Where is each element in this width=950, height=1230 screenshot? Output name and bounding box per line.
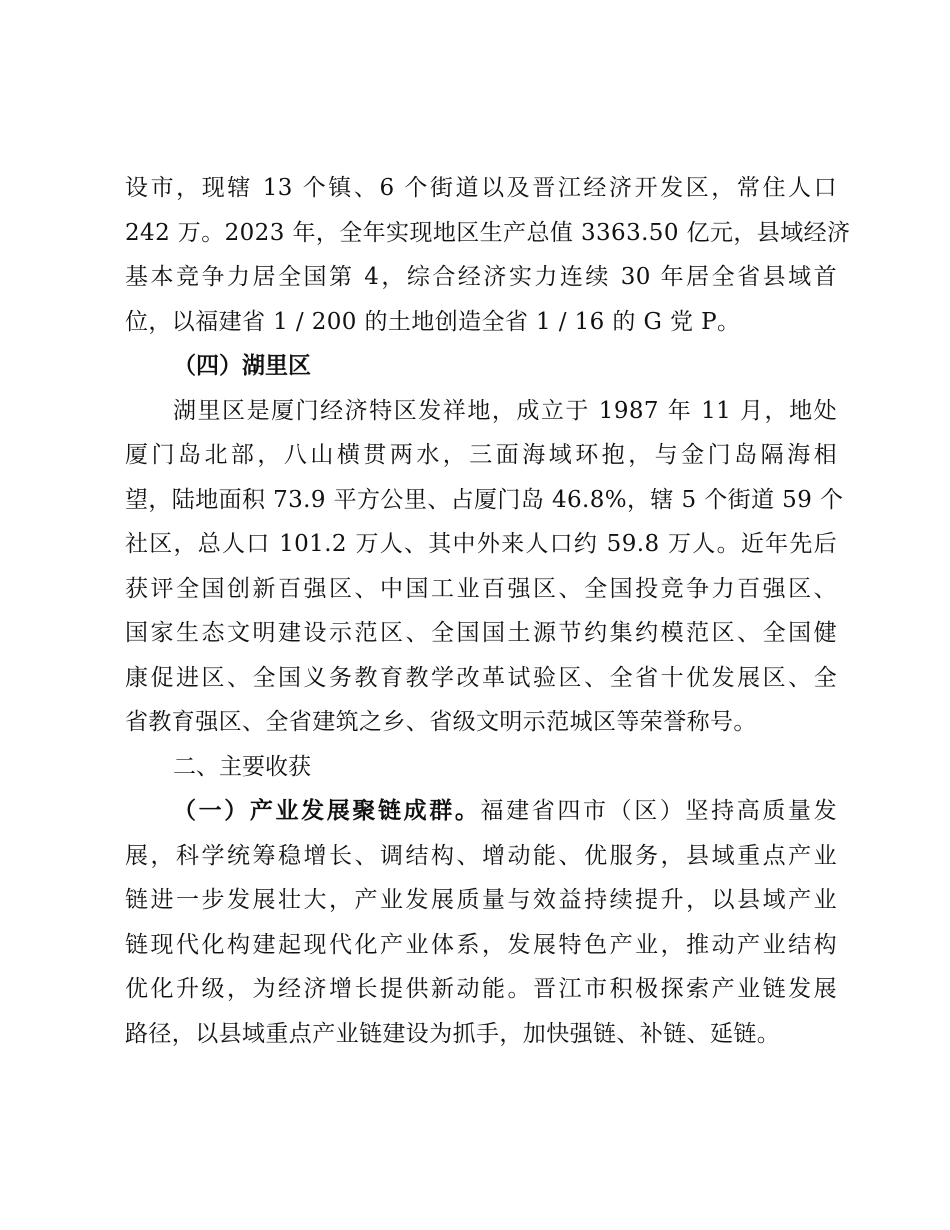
text-line: 湖里区是厦门经济特区发祥地，成立于 1987 年 11 月，地处 <box>173 397 837 424</box>
text-line: 康促进区、全国义务教育教学改革试验区、全省十优发展区、全 <box>125 664 837 691</box>
text-line: 链进一步发展壮大，产业发展质量与效益持续提升，以县域产业 <box>125 887 837 913</box>
text-line: 242 万。2023 年，全年实现地区生产总值 3363.50 亿元，县域经济 <box>125 219 851 246</box>
text-line: 国家生态文明建设示范区、全国国土源节约集约模范区、全国健 <box>125 620 837 646</box>
text-line: 展，科学统筹稳增长、调结构、增动能、优服务，县域重点产业 <box>125 842 837 869</box>
paragraph-lead-text: 福建省四市（区）坚持高质量发 <box>480 798 837 824</box>
paragraph-lead-heading: （一）产业发展聚链成群。 <box>173 798 481 824</box>
text-line: 省教育强区、全省建筑之乡、省级文明示范城区等荣誉称号。 <box>125 709 757 735</box>
text-line: 路径，以县域重点产业链建设为抓手，加快强链、补链、延链。 <box>125 1020 781 1047</box>
text-line: 基本竞争力居全国第 4，综合经济实力连续 30 年居全省县域首 <box>125 264 837 290</box>
text-line: 获评全国创新百强区、中国工业百强区、全国投竞争力百强区、 <box>125 575 837 602</box>
text-line <box>125 789 837 834</box>
paragraph-huli-overview <box>125 389 844 745</box>
subheading-huli-district: （四）湖里区 <box>173 353 311 379</box>
document-body <box>125 166 851 1056</box>
text-line: 望，陆地面积 73.9 平方公里、占厦门岛 46.8%，辖 5 个街道 59 个 <box>125 486 844 513</box>
section-heading-main-gains: 二、主要收获 <box>173 753 311 780</box>
text-line: 链现代化构建起现代化产业体系，发展特色产业，推动产业结构 <box>125 931 837 958</box>
text-line: 位，以福建省 1 / 200 的土地创造全省 1 / 16 的 G 党 P。 <box>125 308 741 335</box>
text-line: 厦门岛北部，八山横贯两水，三面海域环抱，与金门岛隔海相 <box>125 442 837 468</box>
paragraph-industry-clusters <box>125 789 837 1056</box>
text-line: 设市，现辖 13 个镇、6 个街道以及晋江经济开发区，常住人口 <box>125 175 837 201</box>
paragraph-jinjiang-summary <box>125 166 851 344</box>
text-line: 社区，总人口 101.2 万人、其中外来人口约 59.8 万人。近年先后 <box>125 531 837 557</box>
text-line: 优化升级，为经济增长提供新动能。晋江市积极探索产业链发展 <box>125 976 837 1002</box>
